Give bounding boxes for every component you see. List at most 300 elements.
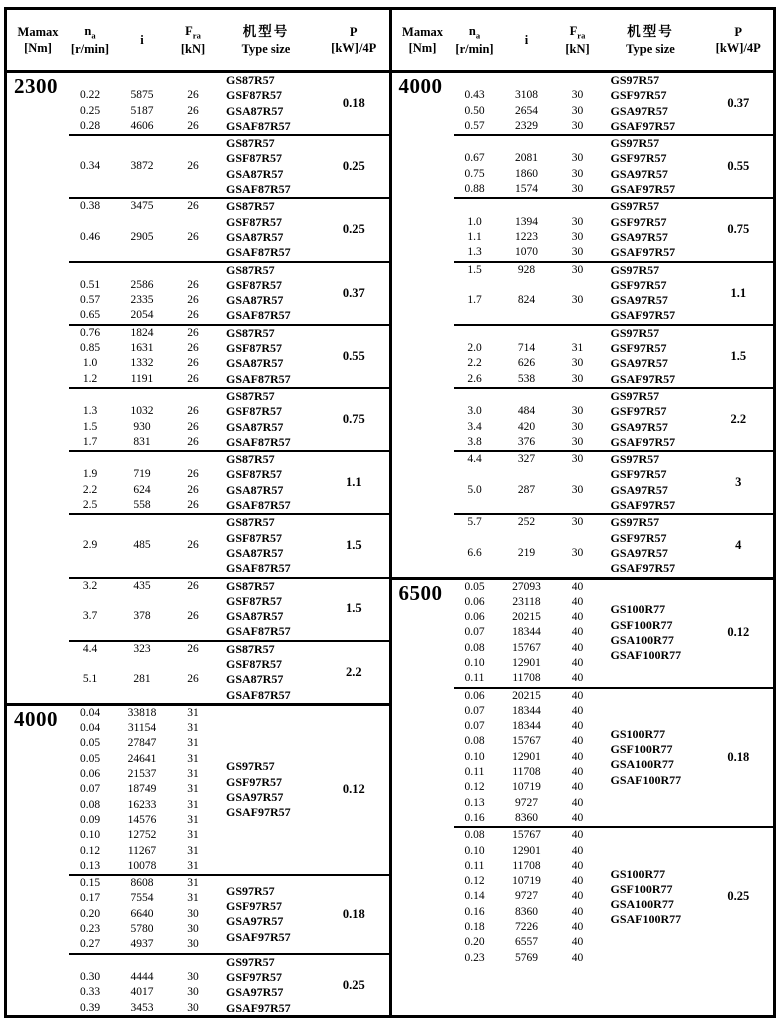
type-size-column	[598, 452, 704, 513]
type-size-value: GS87R57	[226, 641, 275, 656]
ratio-value: 14576	[127, 813, 157, 826]
na-value: 0.10	[464, 844, 485, 857]
na-value: 1.9	[82, 468, 98, 481]
fra-value: 26	[187, 230, 199, 243]
fra-value: 30	[571, 405, 584, 418]
ratio-value: 5875	[130, 89, 154, 102]
type-size-value: GSA87R57	[226, 356, 284, 371]
spec-block	[69, 706, 389, 874]
na-value: 2.2	[82, 483, 98, 496]
type-size-value: GSA87R57	[226, 229, 284, 244]
power-value: 0.12	[342, 782, 365, 797]
power-value: 1.5	[345, 538, 362, 553]
spec-block	[69, 197, 389, 260]
type-size-value: GSA97R57	[610, 419, 668, 434]
type-size-value: GSA100R77	[610, 757, 674, 772]
na-column	[454, 73, 496, 134]
type-size-value: GS87R57	[226, 199, 275, 214]
ratio-value: 1223	[515, 230, 538, 243]
na-value: 2.9	[82, 539, 98, 552]
na-value: 3.8	[467, 435, 482, 448]
na-column	[69, 515, 111, 576]
ratio-column	[496, 452, 558, 513]
type-size-value: GS100R77	[610, 726, 666, 741]
type-size-value: GSAF87R57	[226, 561, 291, 576]
na-value: 1.5	[82, 420, 98, 433]
na-value: 0.09	[79, 813, 101, 826]
type-size-column	[598, 136, 704, 197]
type-size-value: GSAF87R57	[226, 371, 291, 386]
ratio-value: 10719	[512, 781, 541, 794]
spec-block	[454, 687, 774, 827]
na-value: 0.38	[79, 200, 101, 213]
na-column	[69, 263, 111, 324]
power-value: 0.25	[342, 977, 365, 992]
ratio-value: 626	[517, 357, 536, 370]
na-value: 0.16	[464, 811, 485, 824]
na-value: 1.7	[467, 294, 482, 307]
ratio-value: 5187	[130, 104, 154, 117]
type-size-value: GSF97R57	[610, 404, 667, 419]
type-size-column	[598, 580, 704, 687]
type-size-value: GS87R57	[226, 578, 275, 593]
type-size-column	[213, 876, 319, 953]
fra-value: 31	[187, 829, 199, 842]
ratio-value: 2329	[515, 119, 538, 132]
type-size-value: GSF87R57	[226, 593, 283, 608]
type-size-value: GS97R57	[610, 515, 660, 530]
spec-block	[69, 874, 389, 953]
left-half	[7, 10, 389, 1015]
fra-column	[173, 326, 213, 387]
ratio-value: 4017	[130, 986, 154, 999]
power-value: 0.18	[342, 906, 365, 921]
power-value: 0.55	[342, 348, 365, 363]
na-column	[454, 515, 496, 576]
ratio-value: 1191	[130, 372, 154, 385]
power-column	[319, 326, 389, 387]
fra-value: 40	[571, 921, 584, 934]
ratio-value: 2054	[130, 309, 154, 322]
ratio-value: 3453	[130, 1001, 154, 1014]
fra-value: 40	[571, 766, 584, 779]
spec-section	[7, 706, 389, 1016]
ratio-value: 18749	[127, 783, 157, 796]
fra-column	[558, 580, 598, 687]
ratio-value: 23118	[512, 595, 541, 608]
col-header-na	[69, 23, 111, 58]
type-size-value: GSF97R57	[226, 969, 283, 984]
type-size-value: GSA97R57	[610, 356, 668, 371]
col-header-na	[454, 23, 496, 58]
type-size-value: GSF97R57	[610, 341, 667, 356]
ratio-value: 10078	[127, 859, 157, 872]
fra-value: 26	[187, 405, 199, 418]
type-size-value: GSAF87R57	[226, 308, 291, 323]
na-value: 0.34	[79, 160, 101, 173]
ratio-value: 7554	[130, 892, 154, 905]
fra-value: 31	[187, 722, 199, 735]
ratio-value: 12901	[512, 844, 541, 857]
type-size-value: GS87R57	[226, 388, 275, 403]
power-value: 0.75	[342, 411, 365, 426]
power-value: 0.12	[727, 625, 750, 640]
fra-value: 30	[571, 420, 584, 433]
type-size-column	[598, 389, 704, 450]
type-size-value: GSF87R57	[226, 656, 283, 671]
type-size-column	[213, 515, 319, 576]
fra-value: 26	[187, 372, 199, 385]
na-value: 0.10	[464, 656, 485, 669]
type-size-column	[213, 642, 319, 703]
type-size-value: GS87R57	[226, 452, 275, 467]
fra-value: 26	[187, 309, 199, 322]
ratio-value: 538	[517, 372, 536, 385]
fra-column	[173, 642, 213, 703]
fra-sub: ra	[192, 30, 201, 41]
ratio-value: 420	[517, 420, 536, 433]
fra-column	[173, 136, 213, 197]
na-column	[69, 452, 111, 513]
ratio-column	[111, 706, 173, 874]
type-size-value: GS97R57	[610, 136, 660, 151]
type-size-value: GSF87R57	[226, 88, 283, 103]
type-size-value: GSAF97R57	[610, 245, 676, 260]
ratio-column	[496, 326, 558, 387]
type-size-value: GSA87R57	[226, 545, 284, 560]
ratio-value: 11708	[512, 766, 541, 779]
power-value: 1.5	[730, 348, 747, 363]
ratio-value: 7226	[515, 921, 538, 934]
fra-column	[173, 706, 213, 874]
ratio-value: 2335	[130, 294, 154, 307]
na-value: 0.20	[79, 907, 101, 920]
na-value: 2.5	[82, 499, 98, 512]
type-size-value: GSF97R57	[226, 774, 283, 789]
spec-block	[454, 450, 774, 513]
ratio-value: 2905	[130, 230, 154, 243]
type-size-value: GSF97R57	[610, 277, 667, 292]
mamax-unit: [Nm]	[24, 41, 52, 55]
na-value: 0.75	[464, 167, 485, 180]
type-size-column	[213, 326, 319, 387]
ratio-value: 4937	[130, 938, 154, 951]
type-size-value: GSA87R57	[226, 293, 284, 308]
fra-value: 40	[571, 735, 584, 748]
fra-value: 26	[187, 342, 199, 355]
na-value: 0.07	[464, 626, 485, 639]
na-value: 0.13	[464, 796, 485, 809]
type-size-value: GS97R57	[226, 954, 275, 969]
fra-value: 30	[571, 183, 584, 196]
fra-value: 30	[571, 263, 584, 276]
type-label-cn: 机型号	[242, 24, 290, 40]
fra-value: 30	[571, 357, 584, 370]
fra-value: 31	[187, 768, 199, 781]
ratio-value: 484	[517, 405, 536, 418]
ratio-value: 33818	[127, 706, 157, 719]
ratio-value: 719	[133, 468, 151, 481]
fra-value: 40	[571, 580, 584, 593]
na-column	[454, 326, 496, 387]
na-value: 2.0	[467, 342, 482, 355]
ratio-value: 5780	[130, 923, 154, 936]
power-column	[319, 452, 389, 513]
na-value: 0.07	[464, 704, 485, 717]
mamax-label: Mamax	[402, 24, 443, 39]
fra-value: 26	[187, 642, 199, 655]
type-size-value: GS87R57	[226, 136, 275, 151]
na-sub: a	[475, 30, 481, 41]
type-size-value: GSAF87R57	[226, 498, 291, 513]
na-value: 0.08	[464, 735, 485, 748]
na-value: 5.1	[82, 673, 98, 686]
col-header-fra	[558, 23, 598, 58]
col-header-type	[213, 23, 319, 57]
ratio-value: 3872	[130, 160, 154, 173]
type-size-value: GS100R77	[610, 602, 666, 617]
ratio-value: 5769	[515, 951, 538, 964]
power-column	[319, 642, 389, 703]
ratio-column	[496, 828, 558, 966]
fra-column	[173, 579, 213, 640]
na-value: 0.10	[79, 829, 101, 842]
type-size-value: GSF97R57	[610, 467, 667, 482]
fra-value: 40	[571, 811, 584, 824]
na-value: 0.57	[79, 294, 101, 307]
na-value: 5.7	[467, 516, 482, 529]
na-value: 1.5	[467, 263, 482, 276]
fra-value: 26	[187, 357, 199, 370]
power-column	[704, 452, 774, 513]
ratio-column	[496, 689, 558, 827]
ratio-value: 11267	[127, 844, 157, 857]
fra-value: 26	[187, 160, 199, 173]
fra-value: 31	[187, 859, 199, 872]
fra-value: 40	[571, 611, 584, 624]
na-value: 0.08	[464, 829, 485, 842]
ratio-value: 6640	[130, 907, 154, 920]
ratio-value: 12752	[127, 829, 157, 842]
power-value: 2.2	[345, 664, 362, 679]
type-size-value: GSF97R57	[610, 151, 667, 166]
power-column	[319, 73, 389, 134]
na-value: 0.17	[79, 892, 101, 905]
na-value: 0.12	[464, 781, 485, 794]
type-size-value: GSAF97R57	[610, 434, 676, 449]
ratio-value: 1394	[515, 215, 538, 228]
na-column	[454, 580, 496, 687]
fra-value: 31	[187, 783, 199, 796]
type-size-value: GS87R57	[226, 325, 275, 340]
type-size-value: GSA97R57	[610, 103, 668, 118]
fra-value: 31	[187, 706, 199, 719]
col-header-p	[704, 24, 774, 57]
na-value: 2.6	[467, 372, 482, 385]
ratio-value: 8360	[515, 905, 538, 918]
ratio-value: 10719	[512, 875, 541, 888]
na-value: 1.0	[467, 215, 482, 228]
fra-value: 30	[187, 1001, 199, 1014]
spec-block	[69, 324, 389, 387]
type-size-value: GSAF97R57	[610, 182, 676, 197]
na-value: 0.88	[464, 183, 485, 196]
type-size-value: GS97R57	[226, 759, 275, 774]
na-value: 3.0	[467, 405, 482, 418]
spec-block	[454, 324, 774, 387]
na-unit: [r/min]	[70, 42, 110, 57]
na-value: 0.15	[79, 877, 101, 890]
ratio-value: 558	[133, 499, 151, 512]
spec-block	[454, 261, 774, 324]
fra-value: 26	[187, 420, 199, 433]
type-size-value: GS97R57	[610, 452, 660, 467]
na-column	[69, 389, 111, 450]
ratio-value: 1332	[130, 357, 154, 370]
spec-block	[454, 513, 774, 576]
type-size-value: GSF100R77	[610, 617, 673, 632]
ratio-column	[111, 579, 173, 640]
fra-column	[558, 136, 598, 197]
torque-value: 6500	[398, 580, 443, 605]
na-label: n	[468, 23, 476, 38]
ratio-value: 824	[517, 294, 536, 307]
type-size-column	[213, 389, 319, 450]
fra-column	[173, 73, 213, 134]
power-value: 0.37	[342, 285, 365, 300]
spec-block	[69, 387, 389, 450]
fra-value: 40	[571, 829, 584, 842]
type-size-value: GSA97R57	[226, 985, 284, 1000]
type-size-value: GSAF87R57	[226, 434, 291, 449]
fra-value: 30	[187, 923, 199, 936]
power-column	[704, 580, 774, 687]
spec-blocks	[69, 706, 389, 1016]
na-value: 0.76	[79, 326, 101, 339]
type-size-value: GSA100R77	[610, 633, 674, 648]
fra-value: 26	[187, 579, 199, 592]
na-column	[454, 452, 496, 513]
na-value: 3.2	[82, 579, 98, 592]
table-header-left	[7, 10, 389, 73]
fra-value: 30	[571, 453, 584, 466]
na-value: 0.11	[464, 859, 485, 872]
mamax-label: Mamax	[17, 24, 59, 39]
ratio-value: 9727	[515, 890, 538, 903]
ratio-value: 18344	[512, 720, 541, 733]
na-value: 1.7	[82, 435, 98, 448]
ratio-value: 4444	[130, 970, 154, 983]
ratio-value: 16233	[127, 798, 157, 811]
fra-value: 40	[571, 905, 584, 918]
col-header-p	[319, 24, 389, 57]
power-value: 0.25	[727, 889, 750, 904]
fra-column	[558, 326, 598, 387]
fra-value: 26	[187, 119, 199, 132]
power-column	[704, 263, 774, 324]
type-size-value: GSAF97R57	[226, 805, 291, 820]
table-body-left	[7, 73, 389, 1016]
ratio-value: 1824	[130, 326, 154, 339]
power-column	[704, 689, 774, 827]
right-half	[392, 10, 774, 1015]
na-value: 0.27	[79, 938, 101, 951]
fra-value: 30	[571, 435, 584, 448]
p-label: P	[349, 24, 358, 39]
power-column	[704, 73, 774, 134]
fra-value: 26	[187, 539, 199, 552]
fra-value: 30	[187, 970, 199, 983]
na-value: 0.04	[79, 722, 101, 735]
na-column	[69, 579, 111, 640]
type-size-value: GSAF100R77	[610, 648, 682, 663]
type-size-value: GSF87R57	[226, 404, 283, 419]
power-value: 3	[735, 475, 742, 490]
na-value: 0.08	[464, 641, 485, 654]
ratio-column	[111, 876, 173, 953]
type-size-value: GSF97R57	[610, 214, 667, 229]
type-size-value: GS97R57	[226, 883, 275, 898]
na-column	[69, 642, 111, 703]
fra-value: 31	[187, 737, 199, 750]
type-size-value: GS97R57	[610, 199, 660, 214]
na-value: 4.4	[467, 453, 482, 466]
ratio-value: 8608	[130, 877, 154, 890]
type-size-value: GS100R77	[610, 866, 666, 881]
na-column	[69, 136, 111, 197]
na-value: 4.4	[82, 642, 98, 655]
type-size-value: GSF97R57	[610, 530, 667, 545]
na-value: 0.05	[79, 752, 101, 765]
ratio-value: 11708	[512, 859, 541, 872]
fra-value: 30	[571, 230, 584, 243]
ratio-value: 219	[517, 546, 536, 559]
na-column	[454, 199, 496, 260]
fra-column	[558, 515, 598, 576]
spec-block	[69, 73, 389, 134]
power-value: 0.18	[727, 749, 750, 764]
type-size-column	[598, 263, 704, 324]
ratio-value: 1860	[515, 167, 538, 180]
ratio-value: 27847	[127, 737, 157, 750]
fra-value: 30	[571, 215, 584, 228]
power-value: 2.2	[730, 411, 747, 426]
fra-value: 31	[187, 892, 199, 905]
type-size-value: GS97R57	[610, 388, 660, 403]
ratio-column	[496, 580, 558, 687]
na-value: 0.33	[79, 986, 101, 999]
table-body-right	[392, 73, 774, 1015]
spec-block	[69, 577, 389, 640]
na-value: 0.06	[464, 611, 485, 624]
na-value: 0.22	[79, 89, 101, 102]
fra-value: 31	[187, 798, 199, 811]
ratio-column	[496, 136, 558, 197]
type-size-column	[213, 136, 319, 197]
fra-value: 40	[571, 641, 584, 654]
ratio-value: 1631	[130, 342, 154, 355]
fra-column	[173, 263, 213, 324]
type-size-value: GS87R57	[226, 515, 275, 530]
type-size-value: GSF100R77	[610, 742, 673, 757]
ratio-value: 287	[517, 483, 536, 496]
na-column	[69, 706, 111, 874]
ratio-value: 31154	[127, 722, 157, 735]
na-value: 0.12	[79, 844, 101, 857]
type-size-value: GSF87R57	[226, 214, 283, 229]
ratio-value: 376	[517, 435, 536, 448]
type-size-value: GSAF97R57	[610, 371, 676, 386]
